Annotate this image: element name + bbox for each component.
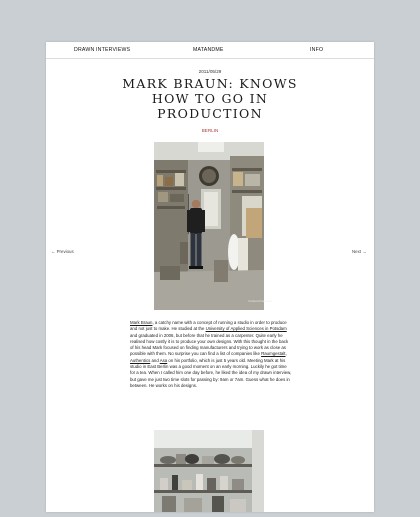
link-mark-braun[interactable]: Mark Braun: [130, 320, 153, 325]
article-text-5: on his portfolio, which is just 5 years old. Meeting Mark at his studio in East Berlin was a good moment on an early morning. Luckily he got time for a tea. When I called him one day before, he liked the idea of my drawn interview, but gave me just two time slots for passing by: 9am or 7am. Guess what he does in between. He works on his designs.: [130, 357, 292, 388]
shelf-photo: [154, 430, 264, 512]
nav-info[interactable]: INFO: [310, 47, 324, 53]
previous-link[interactable]: ← Previous: [51, 249, 74, 254]
post-location[interactable]: BERLIN: [201, 128, 219, 133]
article-text-2: and graduated in 2006, but before that he trained as a carpenter. Quite early he realised how costly it is to produce your own designs. With this thought in the back of his head Mark focused on finding manufacturers and trying to work as close as possible with them. No surprise you can find a list of companies like: [130, 332, 289, 357]
article-body: [130, 320, 292, 389]
post-date: 2011/05/29: [198, 69, 222, 74]
link-authentics[interactable]: Authentics: [130, 357, 151, 363]
post-title: MARK BRAUN: KNOWS HOW TO GO IN PRODUCTION: [122, 76, 298, 121]
page-card: [46, 42, 374, 512]
shelf-photo-illustration: [154, 430, 264, 512]
nav-matandme[interactable]: MATANDME: [193, 47, 224, 53]
studio-photo: [154, 142, 272, 310]
photo-credit: matandme.com: [248, 299, 272, 303]
studio-photo-illustration: [154, 142, 272, 310]
article-text-1: , a catchy name with a concept of running a studio in order to produce and not just to make. He studied at the: [130, 320, 287, 332]
link-asa[interactable]: Asa: [159, 357, 168, 363]
article-text-4: and: [150, 357, 160, 363]
nav-drawn-interviews[interactable]: DRAWN INTERVIEWS: [74, 47, 131, 53]
link-university[interactable]: University of Applied Sciences in Potsdam: [205, 326, 287, 332]
link-raumgestalt[interactable]: Raumgestalt: [261, 351, 286, 357]
article-text-3: ,: [285, 351, 287, 357]
next-link[interactable]: Next →: [352, 249, 367, 254]
top-nav: [46, 42, 374, 59]
